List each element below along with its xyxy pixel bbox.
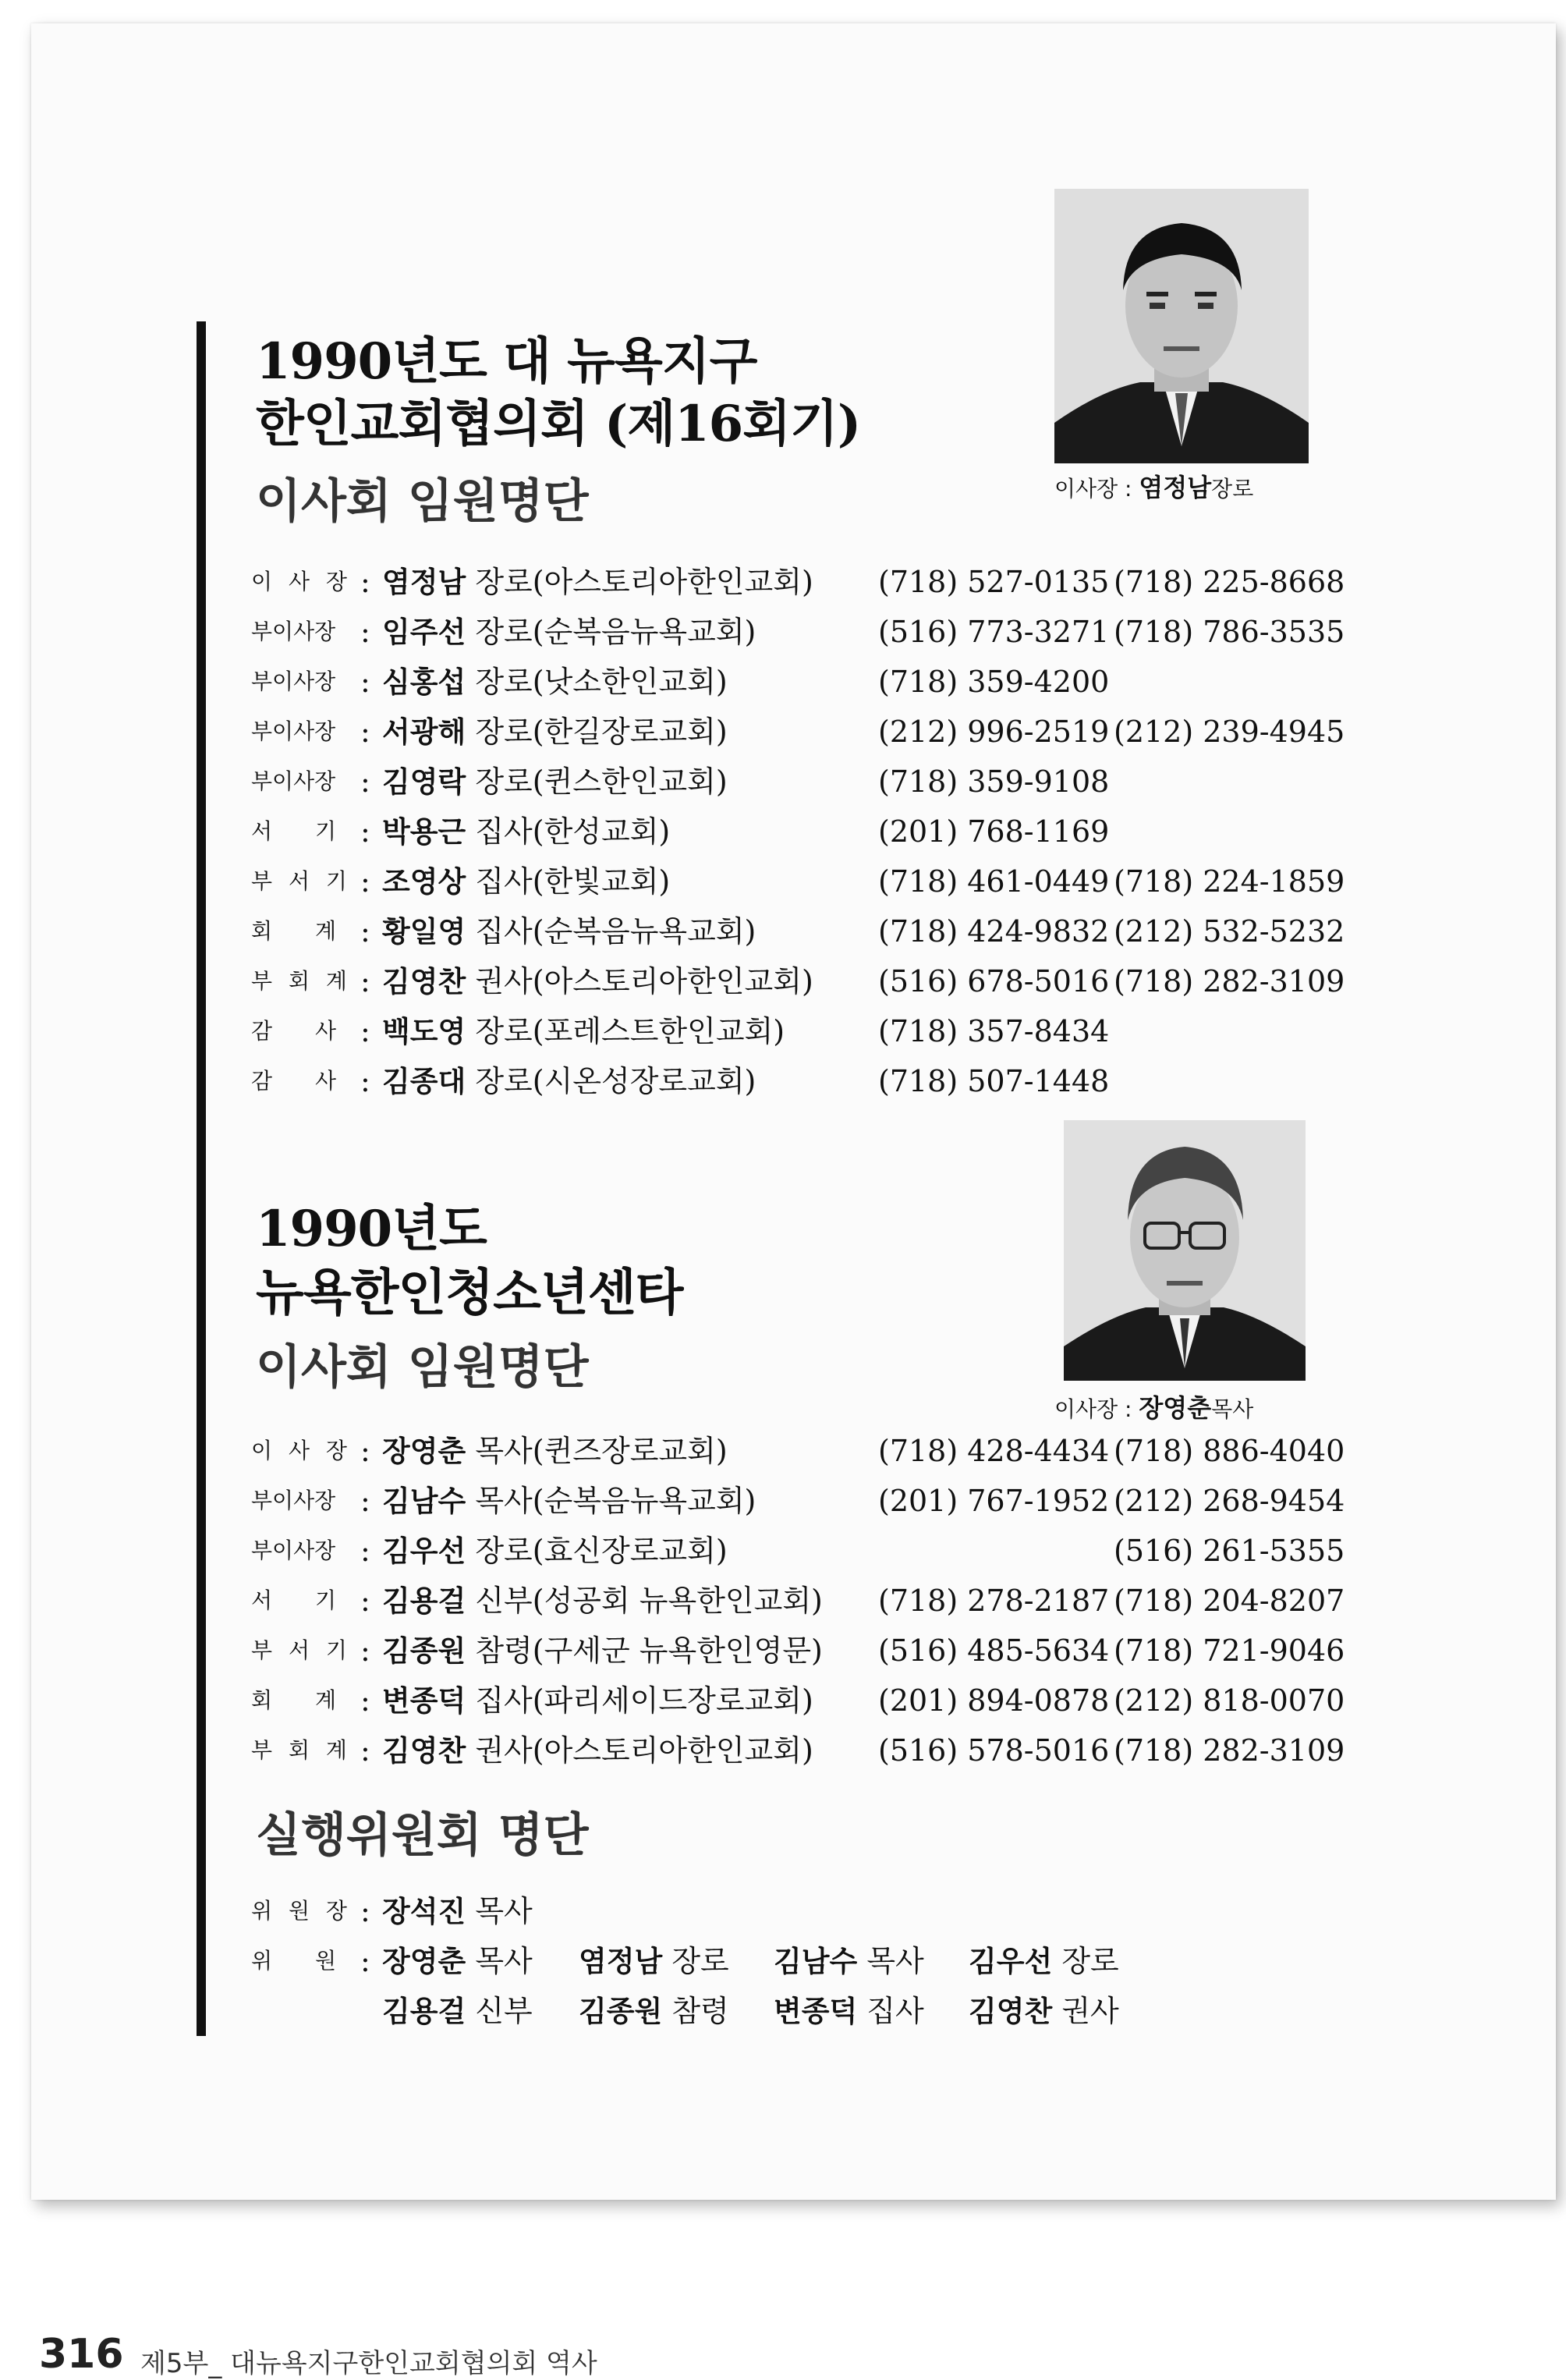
section1-subtitle: 이사회 임원명단 [256, 474, 589, 529]
officer-row [251, 1476, 1343, 1526]
officer-person [382, 707, 728, 757]
role-label: 부이사장 [251, 1538, 336, 1563]
phone-primary: (201) 894-0878 [878, 1683, 1110, 1718]
officer-row [251, 1426, 1343, 1476]
phone-primary: (718) 527-0135 [878, 565, 1110, 599]
role-label: 위 원 장 [251, 1898, 352, 1924]
officer-row [251, 1526, 1343, 1576]
member-title: 장로 [1061, 1944, 1119, 1978]
colon: : [360, 1633, 370, 1668]
officer-name: 장영춘 [382, 1435, 466, 1468]
role-label: 서 기 [251, 1587, 341, 1613]
officer-row [251, 906, 1343, 956]
phone-primary: (516) 578-5016 [878, 1733, 1110, 1768]
officer-name: 김우선 [382, 1534, 466, 1568]
member-name: 김종원 [579, 1995, 663, 2028]
officer-row [251, 1056, 1343, 1106]
officer-church: (구세군 뉴욕한인영문) [532, 1633, 823, 1668]
phone-secondary: (718) 204-8207 [1114, 1584, 1345, 1618]
committee-member [579, 1936, 729, 1987]
caption-name: 장영춘 [1139, 1393, 1212, 1423]
phone-primary: (718) 359-9108 [878, 764, 1110, 799]
officer-person [382, 657, 728, 708]
phone-primary: (201) 767-1952 [878, 1484, 1110, 1518]
phone-secondary: (212) 532-5232 [1114, 914, 1345, 949]
member-title: 목사 [475, 1944, 533, 1978]
section-rule [197, 1131, 206, 2036]
officer-row [251, 657, 1343, 707]
page-number: 316 [39, 2331, 124, 2378]
caption-prefix: 이사장 : [1054, 476, 1139, 502]
officer-title: 장로 [475, 764, 533, 799]
member-name: 장석진 [382, 1895, 466, 1928]
member-title: 신부 [475, 1994, 533, 2028]
role-label: 회 계 [251, 918, 341, 944]
officer-title: 목사 [475, 1484, 533, 1518]
officer-person [382, 857, 670, 907]
running-footer: 제5부_ 대뉴욕지구한인교회협의회 역사 [140, 2348, 597, 2379]
officer-row [251, 707, 1343, 757]
phone-primary: (718) 424-9832 [878, 914, 1110, 949]
officer-row [251, 1576, 1343, 1626]
colon: : [360, 1534, 370, 1568]
role-label: 부이사장 [251, 768, 336, 794]
officer-person [382, 1726, 813, 1776]
officer-row [251, 607, 1343, 657]
phone-primary: (516) 678-5016 [878, 964, 1110, 998]
officer-title: 집사 [475, 814, 533, 849]
officer-church: (한길장로교회) [532, 715, 728, 749]
phone-secondary: (718) 786-3535 [1114, 615, 1345, 649]
officer-title: 장로 [475, 1534, 533, 1568]
officer-title: 참령 [475, 1633, 533, 1668]
phone-primary: (718) 507-1448 [878, 1064, 1110, 1098]
member-title: 목사 [866, 1944, 924, 1978]
colon: : [360, 665, 370, 699]
officer-row [251, 857, 1343, 906]
officer-title: 장로 [475, 715, 533, 749]
member-title: 목사 [475, 1894, 533, 1928]
member-title: 장로 [671, 1944, 729, 1978]
phone-primary: (516) 773-3271 [878, 615, 1110, 649]
phone-secondary: (718) 282-3109 [1114, 1733, 1345, 1768]
colon: : [360, 914, 370, 949]
role-label: 감 사 [251, 1068, 341, 1094]
officer-row [251, 557, 1343, 607]
phone-primary: (718) 461-0449 [878, 864, 1110, 899]
committee-member [382, 1936, 533, 1987]
role-label: 부 서 기 [251, 1637, 352, 1663]
officer-row [251, 1726, 1343, 1775]
officer-church: (낫소한인교회) [532, 665, 728, 699]
caption-suffix: 장로 [1211, 476, 1254, 502]
committee-member [579, 1986, 729, 2037]
colon: : [360, 1944, 370, 1978]
officer-name: 김영찬 [382, 1734, 466, 1768]
officer-person [382, 757, 728, 807]
colon: : [360, 964, 370, 998]
colon: : [360, 764, 370, 799]
officer-church: (시온성장로교회) [532, 1064, 756, 1098]
officer-person [382, 807, 670, 857]
member-name: 김남수 [774, 1945, 858, 1978]
chairman-caption-2 [1054, 1389, 1253, 1424]
role-label: 이 사 장 [251, 569, 352, 594]
officer-name: 염정남 [382, 566, 466, 599]
officer-title: 장로 [475, 665, 533, 699]
caption-suffix: 목사 [1211, 1396, 1254, 1422]
officer-person [382, 607, 756, 658]
officer-row [251, 1676, 1343, 1726]
phone-primary: (718) 278-2187 [878, 1584, 1110, 1618]
phone-primary: (718) 357-8434 [878, 1014, 1110, 1048]
phone-secondary: (718) 224-1859 [1114, 864, 1345, 899]
officer-person [382, 1576, 823, 1626]
officer-name: 조영상 [382, 865, 466, 899]
officer-title: 집사 [475, 1683, 533, 1718]
member-title: 권사 [1061, 1994, 1119, 2028]
role-label: 이 사 장 [251, 1438, 352, 1463]
officer-church: (효신장로교회) [532, 1534, 728, 1568]
officer-name: 김남수 [382, 1484, 466, 1518]
officer-name: 백도영 [382, 1015, 466, 1048]
committee-members-row2 [251, 1986, 1343, 2036]
officer-church: (포레스트한인교회) [532, 1014, 785, 1048]
role-label: 부이사장 [251, 669, 336, 694]
officer-person [382, 906, 756, 957]
colon: : [360, 1683, 370, 1718]
member-name: 김영찬 [969, 1995, 1053, 2028]
committee-chair-row [251, 1886, 1343, 1936]
member-name: 김용걸 [382, 1995, 466, 2028]
role-label: 부 회 계 [251, 968, 352, 994]
officer-person [382, 1476, 756, 1527]
member-title: 집사 [866, 1994, 924, 2028]
role-label: 부이사장 [251, 718, 336, 744]
officer-church: (순복음뉴욕교회) [532, 1484, 756, 1518]
officer-person [382, 1426, 728, 1477]
section2-title-line1: 1990년도 [256, 1200, 487, 1258]
member-name: 변종덕 [774, 1995, 858, 2028]
colon: : [360, 1064, 370, 1098]
officer-church: (아스토리아한인교회) [532, 1733, 813, 1768]
member-title: 참령 [671, 1994, 729, 2028]
section1-title-line2: 한인교회협의회 (제16회기) [256, 395, 861, 453]
officer-title: 집사 [475, 914, 533, 949]
section2-subtitle: 이사회 임원명단 [256, 1340, 589, 1395]
officer-name: 심홍섭 [382, 665, 466, 699]
phone-secondary: (718) 225-8668 [1114, 565, 1345, 599]
officer-person [382, 956, 813, 1007]
chairman-caption-1 [1054, 468, 1253, 504]
role-label: 부 회 계 [251, 1737, 352, 1763]
phone-primary: (718) 428-4434 [878, 1434, 1110, 1468]
section-rule [197, 321, 206, 1131]
officer-church: (파리세이드장로교회) [532, 1683, 813, 1718]
officer-title: 장로 [475, 1064, 533, 1098]
member-name: 장영춘 [382, 1945, 466, 1978]
colon: : [360, 1014, 370, 1048]
officer-name: 임주선 [382, 615, 466, 649]
colon: : [360, 1484, 370, 1518]
colon: : [360, 1434, 370, 1468]
phone-primary: (516) 485-5634 [878, 1633, 1110, 1668]
phone-primary: (212) 996-2519 [878, 715, 1110, 749]
phone-secondary: (516) 261-5355 [1114, 1534, 1345, 1568]
phone-secondary: (718) 282-3109 [1114, 964, 1345, 998]
colon: : [360, 864, 370, 899]
committee-member [774, 1986, 924, 2037]
role-label: 서 기 [251, 818, 341, 844]
chairman-photo-1 [1054, 189, 1309, 463]
officer-title: 장로 [475, 1014, 533, 1048]
caption-prefix: 이사장 : [1054, 1396, 1139, 1422]
colon: : [360, 1584, 370, 1618]
officer-title: 목사 [475, 1434, 533, 1468]
role-label: 감 사 [251, 1018, 341, 1044]
phone-secondary: (718) 721-9046 [1114, 1633, 1345, 1668]
committee-members-row1 [251, 1936, 1343, 1986]
officer-title: 장로 [475, 565, 533, 599]
officer-row [251, 956, 1343, 1006]
officer-name: 황일영 [382, 915, 466, 949]
committee-member [774, 1936, 924, 1987]
officer-church: (성공회 뉴욕한인교회) [532, 1584, 823, 1618]
phone-secondary: (212) 239-4945 [1114, 715, 1345, 749]
officer-person [382, 1526, 728, 1577]
section1-title-line1: 1990년도 대 뉴욕지구 [256, 332, 757, 391]
section2-title-line2: 뉴욕한인청소년센타 [256, 1264, 683, 1322]
phone-secondary: (718) 886-4040 [1114, 1434, 1345, 1468]
officer-title: 신부 [475, 1584, 533, 1618]
officer-name: 김용걸 [382, 1584, 466, 1618]
officer-name: 김종대 [382, 1065, 466, 1098]
officer-church: (아스토리아한인교회) [532, 565, 813, 599]
officer-name: 김영락 [382, 765, 466, 799]
officer-church: (퀸즈장로교회) [532, 1434, 728, 1468]
officer-title: 권사 [475, 1733, 533, 1768]
officer-row [251, 757, 1343, 807]
colon: : [360, 814, 370, 849]
officer-name: 변종덕 [382, 1684, 466, 1718]
officer-row [251, 807, 1343, 857]
colon: : [360, 565, 370, 599]
officer-title: 권사 [475, 964, 533, 998]
role-label: 부이사장 [251, 1488, 336, 1513]
officer-church: (순복음뉴욕교회) [532, 615, 756, 649]
officer-row [251, 1626, 1343, 1676]
role-label: 부 서 기 [251, 868, 352, 894]
officer-person [382, 557, 813, 608]
officer-church: (한성교회) [532, 814, 671, 849]
committee-chair [382, 1886, 533, 1937]
caption-name: 염정남 [1139, 473, 1212, 502]
officer-name: 김영찬 [382, 965, 466, 998]
officer-church: (순복음뉴욕교회) [532, 914, 756, 949]
committee-member [969, 1936, 1119, 1987]
phone-primary: (201) 768-1169 [878, 814, 1110, 849]
colon: : [360, 715, 370, 749]
phone-primary: (718) 359-4200 [878, 665, 1110, 699]
role-label: 위 원 [251, 1948, 341, 1974]
officer-title: 집사 [475, 864, 533, 899]
section3-subtitle: 실행위원회 명단 [256, 1808, 589, 1863]
officer-name: 박용근 [382, 815, 466, 849]
officer-person [382, 1006, 785, 1057]
officer-person [382, 1626, 823, 1676]
chairman-photo-2 [1064, 1120, 1306, 1381]
officer-church: (한빛교회) [532, 864, 671, 899]
colon: : [360, 1733, 370, 1768]
member-name: 김우선 [969, 1945, 1053, 1978]
colon: : [360, 1894, 370, 1928]
committee-member [382, 1986, 533, 2037]
officer-row [251, 1006, 1343, 1056]
member-name: 염정남 [579, 1945, 663, 1978]
committee-member [969, 1986, 1119, 2037]
officer-church: (아스토리아한인교회) [532, 964, 813, 998]
role-label: 회 계 [251, 1687, 341, 1713]
officer-church: (퀸스한인교회) [532, 764, 728, 799]
phone-secondary: (212) 818-0070 [1114, 1683, 1345, 1718]
phone-secondary: (212) 268-9454 [1114, 1484, 1345, 1518]
officer-person [382, 1056, 756, 1107]
officer-name: 서광해 [382, 715, 466, 749]
officer-name: 김종원 [382, 1634, 466, 1668]
colon: : [360, 615, 370, 649]
officer-title: 장로 [475, 615, 533, 649]
officer-person [382, 1676, 813, 1726]
role-label: 부이사장 [251, 619, 336, 644]
